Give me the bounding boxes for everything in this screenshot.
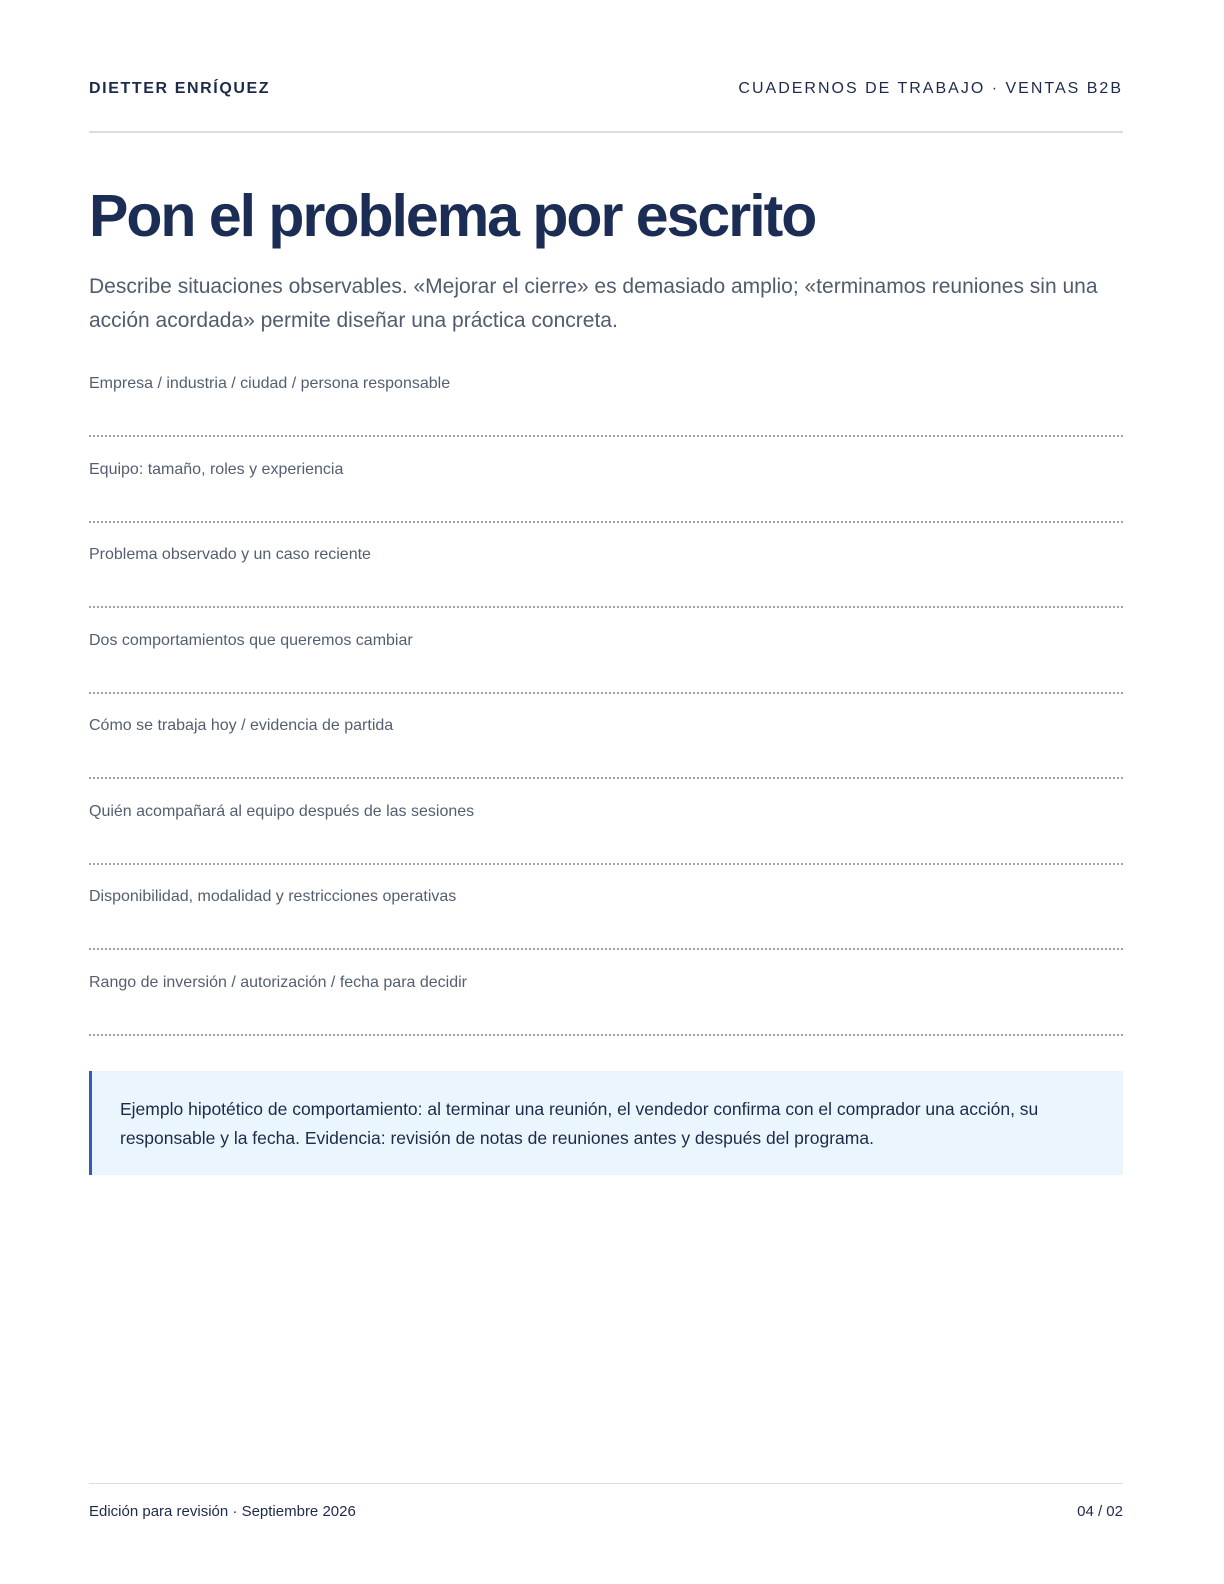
page-number: 04 / 02 [1077, 1503, 1123, 1520]
write-line[interactable] [89, 521, 1123, 523]
field-behaviors[interactable] [89, 626, 1123, 712]
series-title: CUADERNOS DE TRABAJO · VENTAS B2B [738, 80, 1123, 97]
page-footer [89, 1503, 1123, 1520]
write-line[interactable] [89, 948, 1123, 950]
author-name: DIETTER ENRÍQUEZ [89, 80, 271, 97]
write-line[interactable] [89, 692, 1123, 694]
example-text: Ejemplo hipotético de comportamiento: al terminar una reunión, el vendedor confirma con el comprador una acción, su responsable y la fecha. Evidencia: revisión de notas de reuniones antes y después del programa. [120, 1099, 1039, 1148]
form-fields [89, 369, 1123, 1053]
write-line[interactable] [89, 863, 1123, 865]
field-label: Empresa / industria / ciudad / persona responsable [89, 375, 451, 392]
field-label: Dos comportamientos que queremos cambiar [89, 631, 413, 649]
footer-divider [89, 1483, 1123, 1484]
write-line[interactable] [89, 435, 1123, 437]
field-follow-up[interactable] [89, 797, 1123, 883]
worksheet-page [89, 0, 1123, 1584]
field-team[interactable] [89, 455, 1123, 541]
write-line[interactable] [89, 777, 1123, 779]
field-label: Problema observado y un caso reciente [89, 546, 371, 563]
header-divider [89, 131, 1123, 133]
field-availability[interactable] [89, 882, 1123, 968]
field-label: Cómo se trabaja hoy / evidencia de partida [89, 717, 394, 734]
field-label: Rango de inversión / autorización / fecha para decidir [89, 973, 467, 991]
field-label: Equipo: tamaño, roles y experiencia [89, 460, 344, 478]
page-header [89, 78, 1123, 100]
field-problem[interactable] [89, 540, 1123, 626]
field-company[interactable] [89, 369, 1123, 455]
field-investment[interactable] [89, 968, 1123, 1054]
field-current-state[interactable] [89, 711, 1123, 797]
example-callout [89, 1071, 1123, 1175]
field-label: Quién acompañará al equipo después de las sesiones [89, 802, 475, 820]
write-line[interactable] [89, 606, 1123, 608]
write-line[interactable] [89, 1034, 1123, 1036]
edition-note: Edición para revisión · Septiembre 2026 [89, 1503, 356, 1520]
field-label: Disponibilidad, modalidad y restricciones operativas [89, 888, 457, 905]
page-title: Pon el problema por escrito [89, 183, 816, 249]
intro-text: Describe situaciones observables. «Mejorar el cierre» es demasiado amplio; «terminamos reuniones sin una acción acordada» permite diseñar una práctica concreta. [89, 275, 1098, 332]
